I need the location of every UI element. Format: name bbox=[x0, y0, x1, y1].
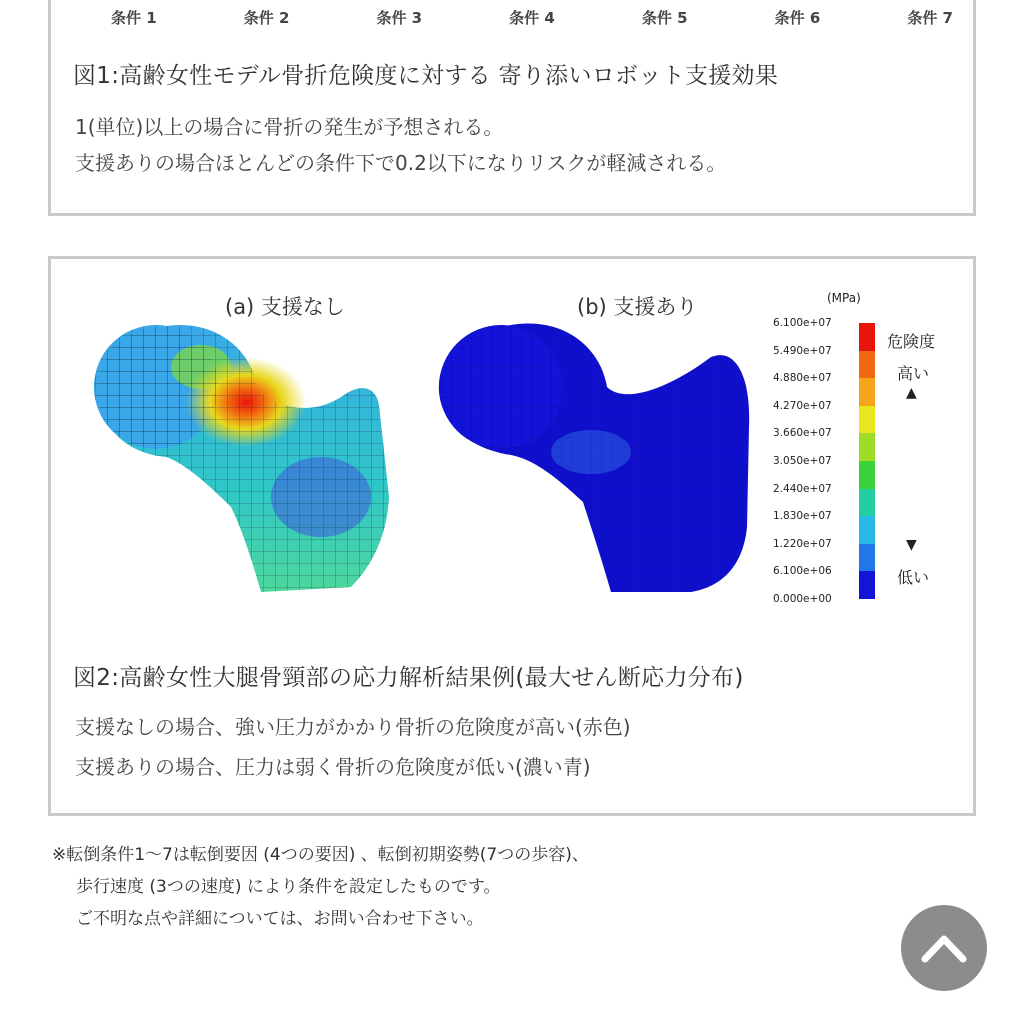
condition-labels bbox=[111, 7, 953, 28]
colorbar-tick-label: 4.880e+07 bbox=[773, 372, 832, 385]
colorbar-tick-label: 6.100e+07 bbox=[773, 317, 832, 329]
femur-with-support bbox=[439, 323, 749, 592]
figure1-title: 図1:高齢女性モデル骨折危険度に対する 寄り添いロボット支援効果 bbox=[73, 63, 779, 89]
femur-no-support bbox=[94, 325, 389, 592]
colorbar-segment bbox=[859, 406, 875, 434]
colorbar-tick-label: 5.490e+07 bbox=[773, 344, 832, 357]
colorbar-segment bbox=[859, 378, 875, 406]
colorbar-tick-label: 6.100e+06 bbox=[773, 565, 832, 578]
colorbar-segment bbox=[859, 351, 875, 379]
colorbar-tick-label: 0.000e+00 bbox=[773, 593, 832, 605]
chevron-up-icon bbox=[921, 933, 967, 963]
colorbar bbox=[859, 323, 875, 599]
figure2-caption-line: 支援ありの場合、圧力は弱く骨折の危険度が低い(濃い青) bbox=[75, 755, 591, 779]
colorbar-segment bbox=[859, 489, 875, 517]
colorbar-tick-label: 2.440e+07 bbox=[773, 482, 832, 495]
condition-label: 条件 6 bbox=[774, 9, 821, 27]
note-line: ご不明な点や詳細については、お問い合わせ下さい。 bbox=[76, 909, 484, 929]
condition-label: 条件 3 bbox=[376, 9, 423, 27]
condition-label: 条件 2 bbox=[243, 9, 290, 27]
condition-label: 条件 5 bbox=[641, 9, 688, 27]
risk-high-label: 高い bbox=[897, 364, 930, 383]
figure2-title: 図2:高齢女性大腿骨頸部の応力解析結果例(最大せん断応力分布) bbox=[73, 665, 744, 691]
colorbar-segment bbox=[859, 544, 875, 572]
figure1-panel bbox=[48, 0, 976, 216]
colorbar-segment bbox=[859, 571, 875, 599]
colorbar-unit: (MPa) bbox=[827, 291, 861, 305]
condition-label: 条件 4 bbox=[509, 9, 555, 27]
figure1-caption-line: 1(単位)以上の場合に骨折の発生が予想される。 bbox=[75, 115, 504, 139]
colorbar-tick-label: 1.830e+07 bbox=[773, 510, 832, 523]
condition-label: 条件 7 bbox=[907, 9, 953, 27]
note-line: 歩行速度 (3つの速度) により条件を設定したものです。 bbox=[76, 877, 501, 897]
colorbar-tick-label: 1.220e+07 bbox=[773, 537, 832, 550]
figure2-caption-line: 支援なしの場合、強い圧力がかかり骨折の危険度が高い(赤色) bbox=[75, 715, 631, 739]
triangle-down-icon: ▼ bbox=[906, 537, 917, 553]
colorbar-tick-label: 3.660e+07 bbox=[773, 427, 832, 440]
colorbar-tick-label: 3.050e+07 bbox=[773, 455, 832, 467]
scroll-top-button[interactable] bbox=[901, 905, 987, 991]
note-line: ※転倒条件1〜7は転倒要因 (4つの要因) 、転倒初期姿勢(7つの歩容)、 bbox=[52, 845, 589, 865]
condition-label: 条件 1 bbox=[111, 9, 157, 27]
label-no-support: (a) 支援なし bbox=[225, 295, 345, 319]
risk-title: 危険度 bbox=[887, 332, 936, 351]
colorbar-tick-label: 4.270e+07 bbox=[773, 399, 832, 412]
risk-low-label: 低い bbox=[897, 568, 930, 587]
colorbar-segment bbox=[859, 433, 875, 461]
triangle-up-icon: ▲ bbox=[906, 385, 917, 401]
colorbar-segment bbox=[859, 323, 875, 351]
figure2-panel bbox=[48, 256, 976, 816]
figure1-caption-line: 支援ありの場合ほとんどの条件下で0.2以下になりリスクが軽減される。 bbox=[75, 151, 727, 175]
colorbar-segment bbox=[859, 461, 875, 489]
colorbar-segment bbox=[859, 516, 875, 544]
label-with-support: (b) 支援あり bbox=[577, 295, 698, 319]
femur-stress-images bbox=[71, 287, 751, 617]
